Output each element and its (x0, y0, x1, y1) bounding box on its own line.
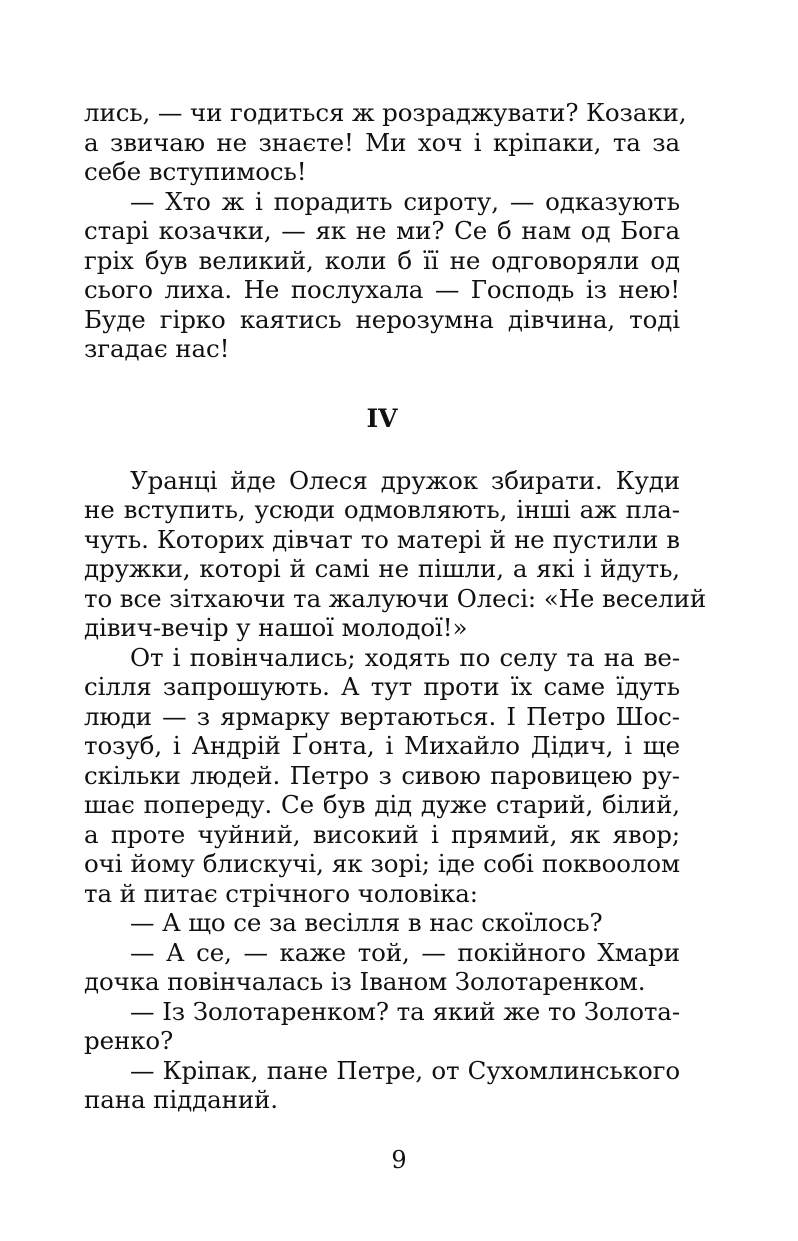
text-line: Буде гірко каятись нерозумна дівчина, тоді (84, 304, 680, 334)
text-line: дочка повінчалась із Іваном Золотаренком. (84, 967, 646, 996)
text-line: гріх був великий, коли б її не одговоряли од (84, 245, 680, 275)
paragraph-block-2 (84, 465, 707, 1115)
text-line: дівич-вечір у нашої молодої!» (84, 613, 468, 642)
text-line: сілля запрошують. А тут проти їх саме їдуть (84, 672, 680, 701)
text-line: не вступить, усюди одмовляють, інші аж пла- (84, 495, 680, 524)
text-line: Уранці йде Олеся дружок збирати. Куди (130, 465, 680, 495)
text-line: то все зітхаючи та жалуючи Олесі: «Не веселий (84, 583, 707, 613)
text-line: та й питає стрічного чоловіка: (84, 878, 478, 908)
text-line: ренко? (84, 1026, 174, 1055)
text-line: — А що се за весілля в нас скоїлось? (130, 908, 603, 937)
text-line: лись, — чи годиться ж розраджувати? Козаки, (84, 98, 687, 127)
page-number: 9 (391, 1146, 407, 1174)
text-line: люди — з ярмарку вертаються. І Петро Шос- (84, 701, 680, 731)
text-line: очі йому блискучі, як зорі; іде собі поквоолом (84, 849, 680, 878)
page-text (84, 98, 707, 1115)
text-line: а звичаю не знаєте! Ми хоч і кріпаки, та за (84, 127, 680, 157)
text-line: шає попереду. Се був дід дуже старий, білий, (84, 790, 680, 819)
text-line: От і повінчались; ходять по селу та на ве- (130, 642, 680, 672)
text-line: старі козачки, — як не ми? Се б нам од Бога (84, 216, 680, 245)
text-line: згадає нас! (84, 334, 230, 363)
chapter-heading: IV (366, 403, 398, 433)
text-line: себе вступимось! (84, 157, 307, 186)
text-line: скільки людей. Петро з сивою паровицею ру- (84, 760, 680, 790)
text-line: — А се, — каже той, — покійного Хмари (130, 937, 680, 967)
text-line: — Із Золотаренком? та який же то Золота- (130, 996, 680, 1026)
paragraph-block-1 (84, 98, 687, 364)
text-line: — Хто ж і порадить сироту, — одказують (130, 186, 680, 216)
text-line: дружки, которі й самі не пішли, а які і йдуть, (84, 554, 680, 583)
text-line: чуть. Которих дівчат то матері й не пустили в (84, 524, 680, 554)
text-line: — Кріпак, пане Петре, от Сухомлинського (130, 1055, 680, 1085)
text-line: а проте чуйний, високий і прямий, як явор; (84, 819, 680, 849)
text-line: тозуб, і Андрій Ґонта, і Михайло Дідич, і ще (84, 731, 680, 760)
text-line: сього лиха. Не послухала — Господь із нею! (84, 275, 680, 304)
text-line: пана підданий. (84, 1085, 278, 1114)
